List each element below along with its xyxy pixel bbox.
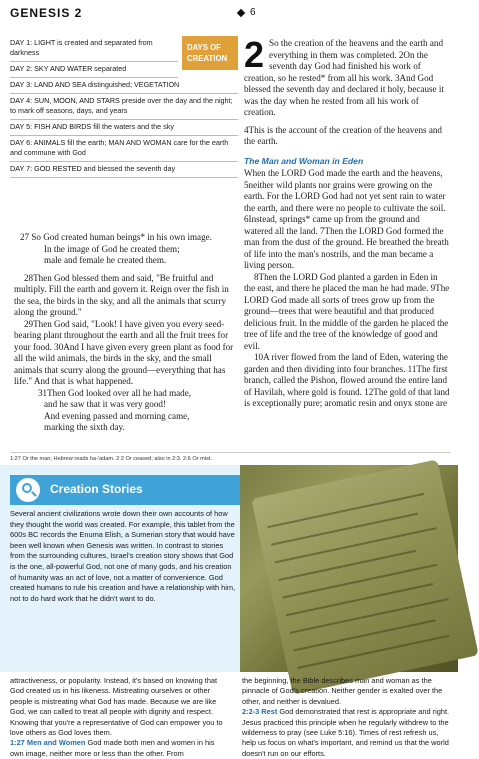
book-title: GENESIS 2 (10, 6, 83, 20)
day-highlight: LIGHT (34, 38, 56, 47)
verse-4b-paragraph: When the LORD God made the earth and the heavens, 5neither wild plants nor grains were growing on the earth. For the LORD God had not yet sent rain to water the earth, and there were no people to cultivate the soil. 6Instead, springs* came up from the ground and watered all the land. 7Then the LORD God formed the man from the dust of the ground. He breathed the breath of life into the man's nostrils, and the man became a living person. (244, 168, 449, 270)
verse-27-line1: 27 So God created human beings* in his own image. (20, 232, 212, 242)
page-number: 6 (250, 7, 256, 18)
day-item (10, 136, 238, 162)
days-badge (182, 36, 238, 70)
day-highlight: SUN, MOON, AND STARS (34, 96, 120, 105)
day-item (10, 62, 178, 78)
verse-4-paragraph: 4This is the account of the creation of the heavens and the earth. (244, 124, 442, 146)
day-highlight: SKY AND WATER (34, 64, 93, 73)
note-text: God demonstrated that rest is appropriate and right. Jesus practiced this principle when he regularly withdrew to the wilderness to pray (see Luke 5:16). Times of rest refresh us, help us focus on what's important, and remind us that the world doesn't run on our efforts. (242, 707, 450, 758)
day-desc: is created and separated from darkness (10, 38, 153, 57)
note-keyword: 2:2-3 Rest (242, 707, 278, 717)
section-heading: The Man and Woman in Eden (244, 155, 364, 166)
verse-31-line1: 31Then God looked over all he had made, (38, 387, 192, 398)
verse-10-paragraph: 10A river flowed from the land of Eden, watering the garden and then dividing into four branches. 11The first branch, called the Pishon, flowed around the entire land of Havilah, where gold is found. 12The gold of that land is exceptionally pure; aromatic resin and onyx stone are (244, 352, 450, 408)
footnotes: 1:27 Or the man; Hebrew reads ha-'adam. 2:2 Or ceased; also in 2:3. 2:6 Or mist. (10, 452, 450, 462)
verse-27-line2: In the image of God he created them; (44, 243, 180, 254)
left-scripture-column (14, 232, 234, 434)
day-desc: fill the earth; MAN AND WOMAN care for the earth and commune with God (10, 138, 229, 157)
day-label: DAY 7: (10, 164, 33, 173)
panel-header (10, 475, 240, 505)
day-highlight: FISH AND BIRDS (34, 122, 92, 131)
day-highlight: LAND AND SEA (34, 80, 87, 89)
day-item (10, 162, 238, 178)
verse-31-line3: And evening passed and morning came, (44, 410, 190, 421)
panel-title: Creation Stories (50, 482, 143, 496)
verse-31-line4: marking the sixth day. (44, 422, 125, 432)
days-of-creation-box (10, 36, 238, 178)
day-label: DAY 1: (10, 38, 33, 47)
magnifier-icon (16, 478, 40, 502)
verse-28-paragraph: 28Then God blessed them and said, "Be fruitful and multiply. Fill the earth and govern it. Reign over the fish in the sea, the birds in the sky, and all the animals that scurry along the ground." (14, 272, 229, 317)
chapter-dropcap: 2 (244, 34, 265, 75)
panel-body: Several ancient civilizations wrote down their own accounts of how they thought the world was created. For example, this tablet from the 600s BC records the Enuma Elish, a Sumerian story that would have been well known when Genesis was written. In contrast to stories from the surrounding cultures, Israel's creation story shows that God is the one, all-powerful God, not one of many gods, and his creation of humanity was an act of love, not a matter of convenience. God created humans to rule his creation and have a relationship with him, not to do hard work that he didn't want to do. (10, 509, 236, 603)
day-label: DAY 6: (10, 138, 33, 147)
day-desc: preside over the day and the night; to mark off seasons, days, and years (10, 96, 233, 115)
verse-29-paragraph: 29Then God said, "Look! I have given you every seed-bearing plant throughout the earth and all the fruit trees for your food. 30And I have given every green plant as food for all the wild animals, the birds in the sky, and the small animals that scurry along the ground—everything that has life." And that is what happened. (14, 318, 234, 386)
day-highlight: GOD RESTED (34, 164, 82, 173)
days-badge-line2: CREATION (187, 54, 228, 63)
day-item (10, 36, 178, 62)
day-desc: fill the waters and the sky (91, 122, 174, 131)
day-item (10, 120, 238, 136)
day-label: DAY 4: (10, 96, 33, 105)
days-badge-line1: DAYS OF (187, 43, 221, 52)
day-item (10, 94, 238, 120)
verse-8-paragraph: 8Then the LORD God planted a garden in Eden in the east, and there he placed the man he had made. 9The LORD God made all sorts of trees grow up from the ground—trees that were beautiful and that produced delicious fruit. In the middle of the garden he placed the tree of life and the tree of the knowledge of good and evil. (244, 271, 450, 351)
day-label: DAY 5: (10, 122, 33, 131)
day-desc: and blessed the seventh day (81, 164, 176, 173)
verse-31-line2: and he saw that it was very good! (44, 399, 166, 409)
right-scripture-column (244, 34, 450, 410)
day-item (10, 78, 238, 94)
chapter-2-paragraph: So the creation of the heavens and the earth and everything in them was completed. 2On the seventh day God had finished his work of creation, so he rested* from all his work. 3And God blessed the seventh day and declared it holy, because it was the day when he rested from all his work of creation. (244, 38, 444, 117)
note-text: attractiveness, or popularity. Instead, it's based on knowing that God created us in his likeness. Mistreating ourselves or other people is mistreating what God has made. Because we are like God, we can called to treat all people with dignity and respect. Knowing that you're a representative of God can empower you to love others as God loves them. (10, 676, 223, 738)
page-header (10, 6, 450, 24)
verse-27-line3: male and female he created them. (44, 255, 167, 265)
day-desc: separated (92, 64, 127, 73)
day-highlight: ANIMALS (33, 138, 66, 147)
day-label: DAY 2: (10, 64, 33, 73)
note-text: the beginning, the Bible describes man and woman as the pinnacle of God's creation. Neither gender is exalted over the other, and neither is devalued. (242, 676, 443, 706)
note-keyword: 1:27 Men and Women (10, 738, 86, 748)
cuneiform-tablet-image (240, 465, 458, 672)
note-text: God made both men and women in his own image, neither more or less than the other. From (10, 738, 215, 758)
day-label: DAY 3: (10, 80, 33, 89)
diamond-icon (237, 9, 245, 17)
day-desc: distinguished; VEGETATION (86, 80, 180, 89)
study-notes-right (242, 676, 450, 759)
study-notes-left (10, 676, 228, 759)
